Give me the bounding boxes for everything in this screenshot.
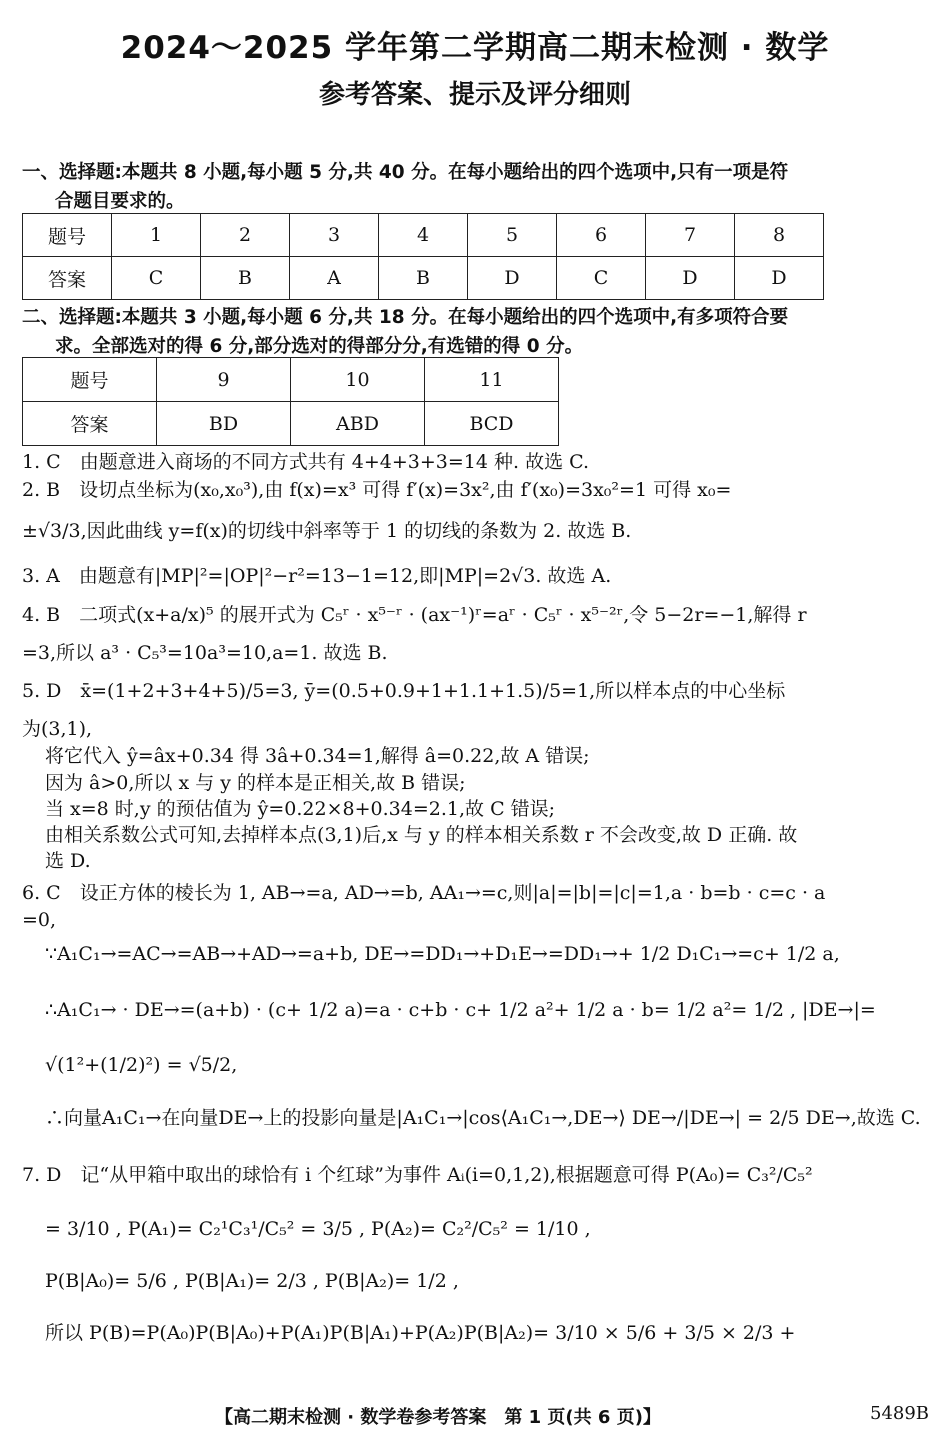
solution-4-line1: 4. B 二项式(x+a/x)⁵ 的展开式为 C₅ʳ · x⁵⁻ʳ · (ax⁻¹)ʳ=aʳ · C₅ʳ · x⁵⁻²ʳ,令 5−2r=−1,解得 r: [22, 604, 807, 626]
solution-5-line5: 当 x=8 时,y 的预估值为 ŷ=0.22×8+0.34=2.1,故 C 错误;: [45, 798, 556, 820]
solution-5-line3: 将它代入 ŷ=âx+0.34 得 3â+0.34=1,解得 â=0.22,故 A 错误;: [45, 745, 590, 767]
solution-5-line7: 选 D.: [45, 850, 91, 872]
table-cell: B: [379, 257, 468, 300]
table-cell: ABD: [291, 402, 425, 446]
table-row: [23, 402, 559, 446]
table-cell: 答案: [23, 257, 112, 300]
solution-6-line3: ∵A₁C₁→=AC→=AB→+AD→=a+b, DE→=DD₁→+D₁E→=DD₁→+ 1/2 D₁C₁→=c+ 1/2 a,: [45, 943, 840, 965]
solution-7-line4: 所以 P(B)=P(A₀)P(B|A₀)+P(A₁)P(B|A₁)+P(A₂)P(B|A₂)= 3/10 × 5/6 + 3/5 × 2/3 +: [45, 1322, 796, 1344]
table-cell: 3: [290, 214, 379, 257]
solution-6-line5: √(1²+(1/2)²) = √5/2,: [45, 1054, 238, 1076]
solution-5-line2: 为(3,1),: [22, 718, 93, 740]
table-cell: 2: [201, 214, 290, 257]
table-cell: A: [290, 257, 379, 300]
table-cell: 5: [468, 214, 557, 257]
table-row: [23, 358, 559, 402]
section2-heading: [22, 303, 932, 361]
section1-heading: [22, 158, 932, 216]
solution-6-line2: =0,: [22, 909, 57, 931]
solution-6-line1: 6. C 设正方体的棱长为 1, AB→=a, AD→=b, AA₁→=c,则|a|=|b|=|c|=1,a · b=b · c=c · a: [22, 882, 826, 904]
table-cell: D: [646, 257, 735, 300]
section2-heading-line1: 二、选择题:本题共 3 小题,每小题 6 分,共 18 分。在每小题给出的四个选项中,有多项符合要: [22, 307, 789, 328]
page-title: 2024～2025 学年第二学期高二期末检测 · 数学: [120, 30, 830, 66]
solution-2-line1: 2. B 设切点坐标为(x₀,x₀³),由 f(x)=x³ 可得 f′(x)=3x²,由 f′(x₀)=3x₀²=1 可得 x₀=: [22, 479, 732, 501]
table-cell: B: [201, 257, 290, 300]
footer-code: 5489B: [870, 1403, 930, 1424]
solution-7-line2: = 3/10 , P(A₁)= C₂¹C₃¹/C₅² = 3/5 , P(A₂)= C₂²/C₅² = 1/10 ,: [45, 1218, 591, 1240]
section1-heading-line2: 合题目要求的。: [55, 191, 185, 212]
solution-1: 1. C 由题意进入商场的不同方式共有 4+4+3+3=14 种. 故选 C.: [22, 451, 590, 473]
solution-5-line6: 由相关系数公式可知,去掉样本点(3,1)后,x 与 y 的样本相关系数 r 不会改变,故 D 正确. 故: [45, 824, 798, 846]
table-cell: D: [468, 257, 557, 300]
solution-4-line2: =3,所以 a³ · C₅³=10a³=10,a=1. 故选 B.: [22, 642, 388, 664]
answer-table-1: [22, 213, 824, 300]
solution-5-line1: 5. D x̄=(1+2+3+4+5)/5=3, ȳ=(0.5+0.9+1+1.1+1.5)/5=1,所以样本点的中心坐标: [22, 680, 786, 702]
table-cell: 7: [646, 214, 735, 257]
table-cell: 11: [425, 358, 559, 402]
solution-7-line1: 7. D 记“从甲箱中取出的球恰有 i 个红球”为事件 Aᵢ(i=0,1,2),根据题意可得 P(A₀)= C₃²/C₅²: [22, 1164, 813, 1186]
table-row: [23, 257, 824, 300]
section1-heading-line1: 一、选择题:本题共 8 小题,每小题 5 分,共 40 分。在每小题给出的四个选项中,只有一项是符: [22, 162, 789, 183]
table-cell: C: [112, 257, 201, 300]
table-cell: 答案: [23, 402, 157, 446]
table-cell: D: [735, 257, 824, 300]
solution-5-line4: 因为 â>0,所以 x 与 y 的样本是正相关,故 B 错误;: [45, 772, 466, 794]
section2-heading-line2: 求。全部选对的得 6 分,部分选对的得部分分,有选错的得 0 分。: [55, 336, 584, 357]
solution-2-line2: ±√3/3,因此曲线 y=f(x)的切线中斜率等于 1 的切线的条数为 2. 故选 B.: [22, 520, 632, 542]
solution-6-line6: ∴向量A₁C₁→在向量DE→上的投影向量是|A₁C₁→|cos⟨A₁C₁→,DE→⟩ DE→/|DE→| = 2/5 DE→,故选 C.: [45, 1107, 921, 1129]
solution-7-line3: P(B|A₀)= 5/6 , P(B|A₁)= 2/3 , P(B|A₂)= 1/2 ,: [45, 1270, 459, 1292]
solution-3: 3. A 由题意有|MP|²=|OP|²−r²=13−1=12,即|MP|=2√3. 故选 A.: [22, 565, 612, 587]
table-cell: 题号: [23, 214, 112, 257]
table-cell: 9: [157, 358, 291, 402]
table-row: [23, 214, 824, 257]
table-cell: 6: [557, 214, 646, 257]
solution-6-line4: ∴A₁C₁→ · DE→=(a+b) · (c+ 1/2 a)=a · c+b · c+ 1/2 a²+ 1/2 a · b= 1/2 a²= 1/2 , |DE→|=: [45, 999, 876, 1021]
answer-table-2: [22, 357, 559, 446]
table-cell: 4: [379, 214, 468, 257]
table-cell: 8: [735, 214, 824, 257]
footer-text: 【高二期末检测 · 数学卷参考答案 第 1 页(共 6 页)】: [215, 1407, 661, 1428]
table-cell: BD: [157, 402, 291, 446]
table-cell: 10: [291, 358, 425, 402]
page-subtitle: 参考答案、提示及评分细则: [318, 80, 631, 110]
table-cell: 1: [112, 214, 201, 257]
table-cell: BCD: [425, 402, 559, 446]
table-cell: C: [557, 257, 646, 300]
table-cell: 题号: [23, 358, 157, 402]
